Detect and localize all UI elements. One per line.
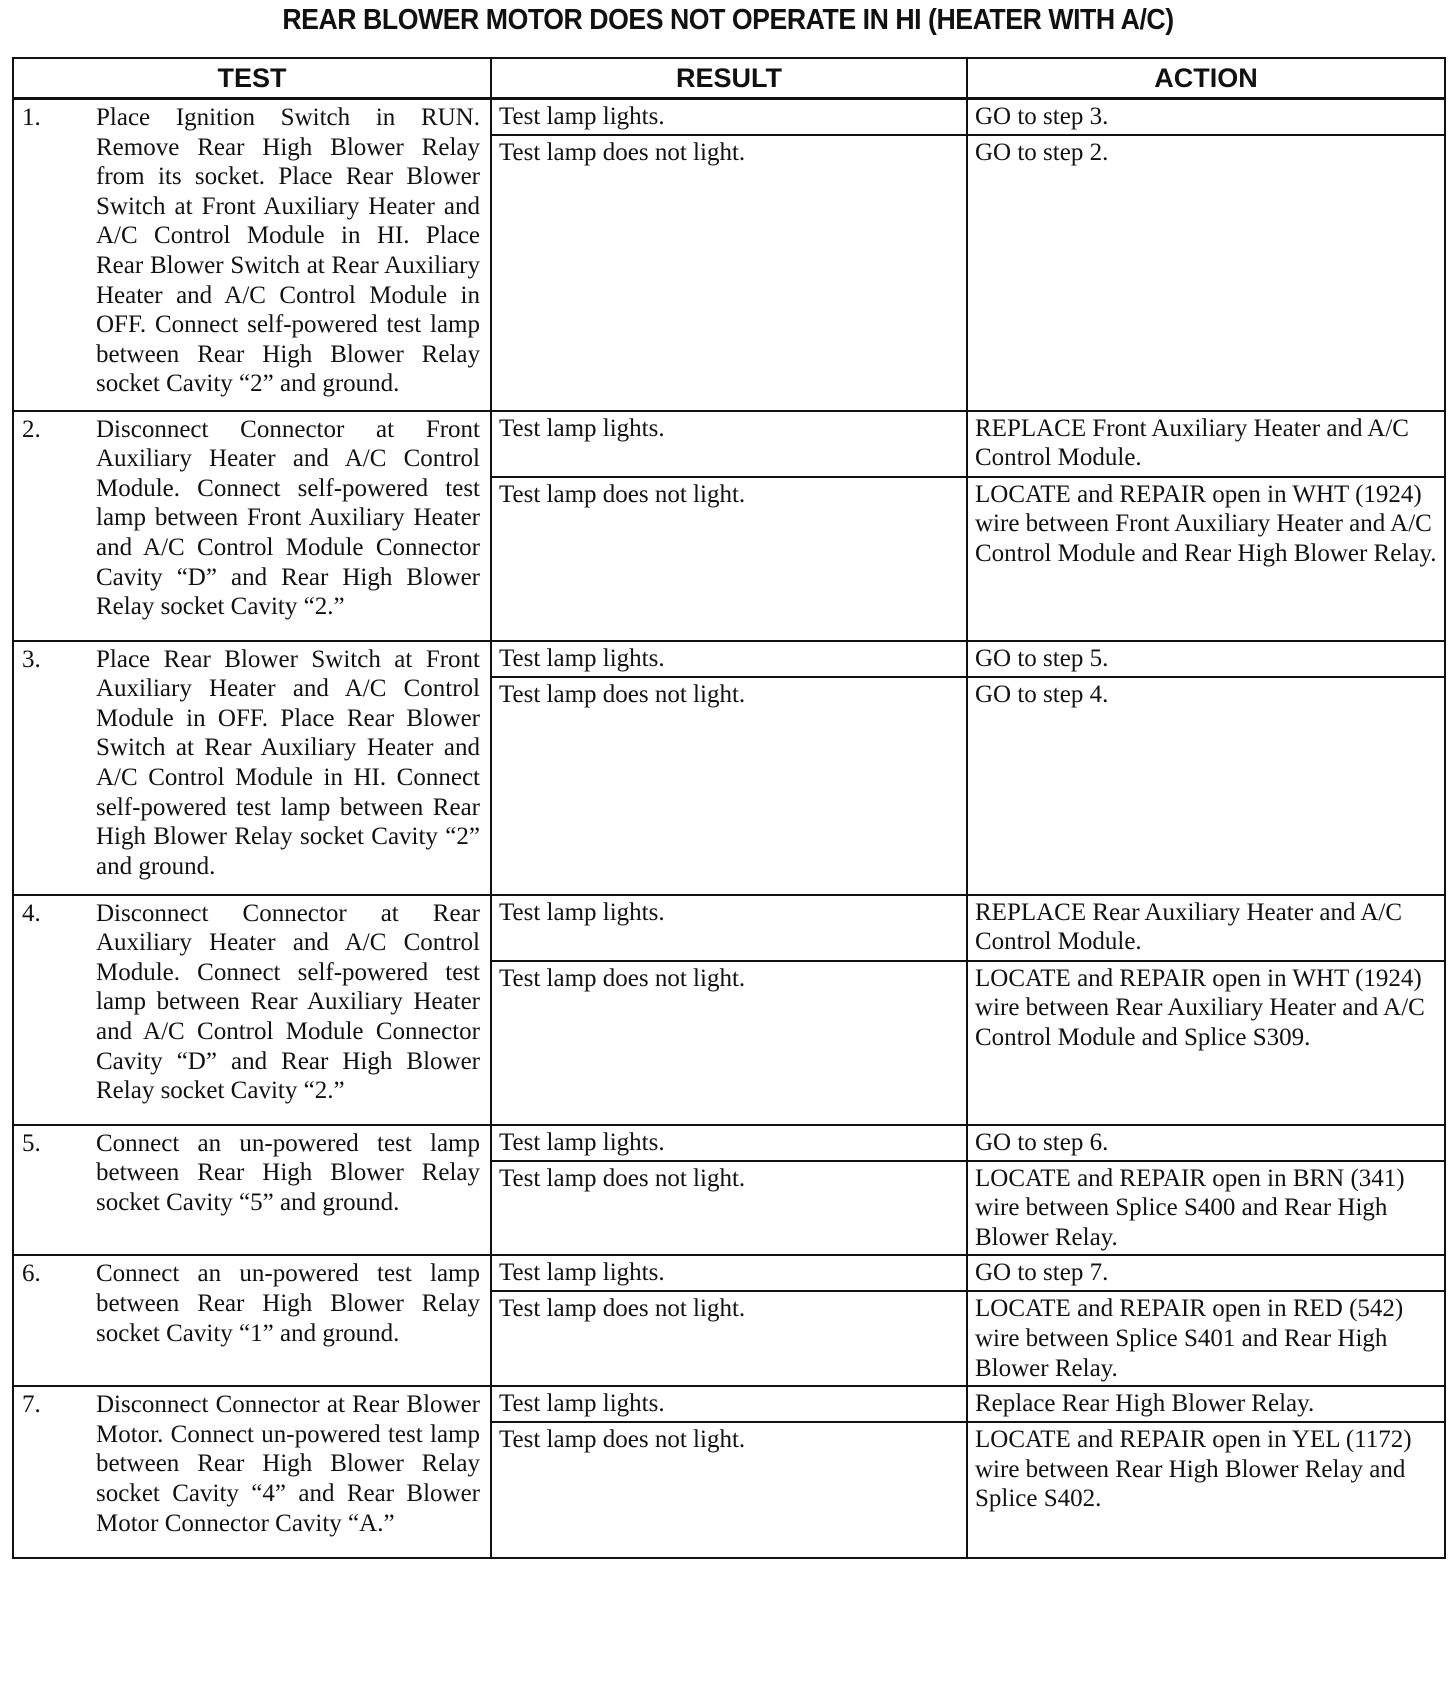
action-cell: REPLACE Rear Auxiliary Heater and A/C Control Module. [967, 895, 1445, 961]
test-step [22, 1259, 480, 1348]
action-cell: REPLACE Front Auxiliary Heater and A/C Control Module. [967, 411, 1445, 477]
action-cell: Replace Rear High Blower Relay. [967, 1386, 1445, 1422]
result-cell: Test lamp does not light. [491, 477, 967, 641]
step-instructions: Disconnect Connector at Rear Blower Motor. Connect un-powered test lamp between Rear High Blower Relay socket Cavity “4” and Rear Blower Motor Connector Cavity “A.” [96, 1391, 480, 1537]
table-row [13, 1386, 1445, 1422]
step-instructions: Disconnect Connector at Rear Auxiliary Heater and A/C Control Module. Connect self-powered test lamp between Rear Auxiliary Heater and A/C Control Module Connector Cavity “D” and Rear High Blower Relay socket Cavity “2.” [96, 899, 480, 1105]
action-cell: LOCATE and REPAIR open in WHT (1924) wire between Front Auxiliary Heater and A/C Control Module and Rear High Blower Relay. [967, 477, 1445, 641]
table-row [13, 99, 1445, 135]
action-cell: GO to step 7. [967, 1255, 1445, 1291]
action-cell: GO to step 4. [967, 677, 1445, 895]
action-cell: LOCATE and REPAIR open in BRN (341) wire between Splice S400 and Rear High Blower Relay. [967, 1161, 1445, 1256]
action-cell: GO to step 3. [967, 99, 1445, 135]
result-cell: Test lamp does not light. [491, 1291, 967, 1386]
test-step [22, 1129, 480, 1218]
action-cell: GO to step 2. [967, 135, 1445, 411]
table-row [13, 895, 1445, 961]
test-cell [13, 411, 491, 641]
table-row [13, 1255, 1445, 1291]
result-cell: Test lamp does not light. [491, 135, 967, 411]
test-cell [13, 1125, 491, 1256]
result-cell: Test lamp lights. [491, 1125, 967, 1161]
step-instructions: Connect an un-powered test lamp between Rear High Blower Relay socket Cavity “1” and ground. [96, 1260, 480, 1347]
action-cell: GO to step 6. [967, 1125, 1445, 1161]
step-number: 5. [22, 1129, 41, 1157]
step-number: 4. [22, 899, 41, 927]
result-cell: Test lamp lights. [491, 411, 967, 477]
step-number: 2. [22, 415, 41, 443]
result-cell: Test lamp does not light. [491, 961, 967, 1125]
header-action: ACTION [967, 58, 1445, 99]
result-cell: Test lamp does not light. [491, 677, 967, 895]
action-cell: GO to step 5. [967, 641, 1445, 677]
diagnostic-table [12, 57, 1446, 1559]
step-number: 3. [22, 645, 41, 673]
table-row [13, 411, 1445, 477]
test-step [22, 899, 480, 1106]
table-body [13, 99, 1445, 1559]
test-cell [13, 641, 491, 895]
test-step [22, 1390, 480, 1538]
test-cell [13, 895, 491, 1125]
step-number: 6. [22, 1260, 41, 1288]
step-number: 1. [22, 104, 41, 131]
test-step [22, 645, 480, 882]
test-cell [13, 1255, 491, 1386]
step-instructions: Place Rear Blower Switch at Front Auxiliary Heater and A/C Control Module in OFF. Place Rear Blower Switch at Rear Auxiliary Heater and A/C Control Module in HI. Connect self-powered test lamp between Rear High Blower Relay socket Cavity “2” and ground. [96, 645, 480, 880]
step-instructions: Connect an un-powered test lamp between Rear High Blower Relay socket Cavity “5” and ground. [96, 1129, 480, 1216]
test-step [22, 103, 480, 399]
result-cell: Test lamp lights. [491, 1255, 967, 1291]
result-cell: Test lamp lights. [491, 1386, 967, 1422]
header-test: TEST [13, 58, 491, 99]
page-title: REAR BLOWER MOTOR DOES NOT OPERATE IN HI (HEATER WITH A/C) [282, 4, 1174, 36]
step-instructions: Place Ignition Switch in RUN. Remove Rear High Blower Relay from its socket. Place Rear Blower Switch at Front Auxiliary Heater and A/C Control Module in HI. Place Rear Blower Switch at Rear Auxiliary Heater and A/C Control Module in OFF. Connect self-powered test lamp between Rear High Blower Relay socket Cavity “2” and ground. [96, 104, 480, 398]
result-cell: Test lamp lights. [491, 641, 967, 677]
result-cell: Test lamp does not light. [491, 1422, 967, 1558]
test-cell [13, 1386, 491, 1558]
step-instructions: Disconnect Connector at Front Auxiliary Heater and A/C Control Module. Connect self-powered test lamp between Front Auxiliary Heater and A/C Control Module Connector Cavity “D” and Rear High Blower Relay socket Cavity “2.” [96, 415, 480, 621]
table-row [13, 641, 1445, 677]
action-cell: LOCATE and REPAIR open in YEL (1172) wire between Rear High Blower Relay and Splice S402. [967, 1422, 1445, 1558]
table-header-row [13, 58, 1445, 99]
action-cell: LOCATE and REPAIR open in RED (542) wire between Splice S401 and Rear High Blower Relay. [967, 1291, 1445, 1386]
step-number: 7. [22, 1391, 41, 1419]
result-cell: Test lamp does not light. [491, 1161, 967, 1256]
table-row [13, 1125, 1445, 1161]
test-step [22, 415, 480, 622]
header-result: RESULT [491, 58, 967, 99]
test-cell [13, 99, 491, 411]
result-cell: Test lamp lights. [491, 99, 967, 135]
action-cell: LOCATE and REPAIR open in WHT (1924) wire between Rear Auxiliary Heater and A/C Control Module and Splice S309. [967, 961, 1445, 1125]
result-cell: Test lamp lights. [491, 895, 967, 961]
